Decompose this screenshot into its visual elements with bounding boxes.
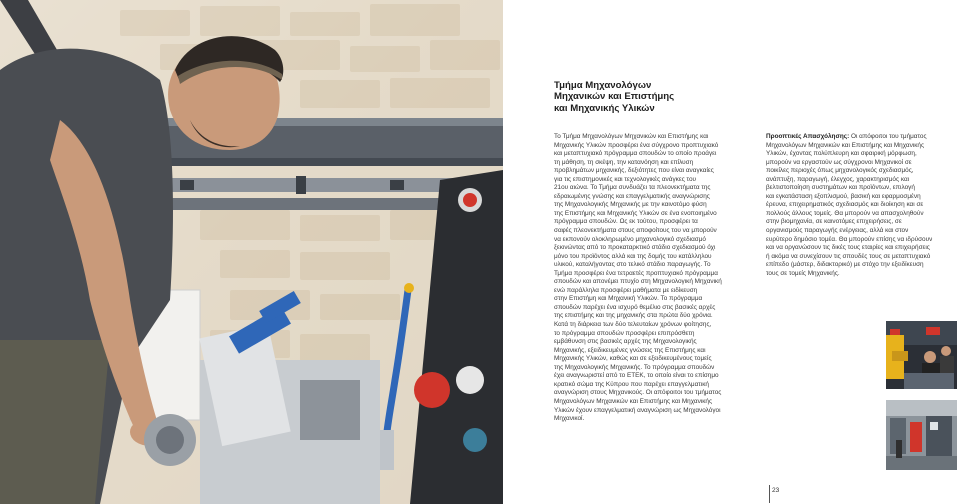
body-right-line: και εγκατάσταση εξοπλισμού, βασική και εφαρμοσμένη <box>766 192 921 200</box>
body-left-line: Μηχανικής Υλικών, καθώς και σε εξειδικευμένους τομείς <box>554 355 712 363</box>
body-right-line: πολλούς άλλους τομείς. Θα μπορούν να απασχοληθούν <box>766 209 924 217</box>
body-right-line: οργανισμούς παραγωγής ενέργειας, αλλά και στον <box>766 227 909 235</box>
body-right-line: ή ακόμα να συνεχίσουν τις σπουδές τους σε μεταπτυχιακό <box>766 252 931 260</box>
body-right-line: ποικίλες περιοχές όπως μηχανολογικός σχεδιασμός, <box>766 167 914 175</box>
body-left-line: 21ου αιώνα. Το Τμήμα συνδυάζει τα πλεονεκτήματα της <box>554 184 711 192</box>
text-page <box>503 0 959 504</box>
body-left-line: εδραιωμένης γνώσης και επαγγελματικής αναγνώρισης <box>554 192 710 200</box>
body-left-line: Υλικών έχουν επαγγελματική αναγνώριση ως Μηχανολόγοι <box>554 406 721 414</box>
thumbnail-workshop <box>886 400 957 470</box>
body-left-line: για τις επιστημονικές και τεχνολογικές ανάγκες του <box>554 175 697 183</box>
body-left-line: Μηχανολόγων Μηχανικών και Επιστήμης και Μηχανικής <box>554 397 713 405</box>
page-number-rule <box>769 485 770 503</box>
body-left-line: εμβάθυνση στις βασικές αρχές της Μηχανολογικής <box>554 338 697 346</box>
body-left-line: αναγνώριση στους Μηχανικούς. Οι απόφοιτοι του τμήματος <box>554 389 722 397</box>
body-left-line: μόνο του προϊόντος αλλά και της δομής του κατάλληλου <box>554 252 712 260</box>
body-right-first-rest: Οι απόφοιτοι του τμήματος <box>849 133 927 140</box>
title-line-1: Τμήμα Μηχανολόγων <box>554 80 652 91</box>
body-left-line: να εκπονούν ολοκληρωμένο μηχανολογικό σχεδιασμό <box>554 235 706 243</box>
body-left-line: σπουδών παρέχει ένα ισχυρό θεμέλιο στις βασικές αρχές <box>554 303 716 311</box>
body-right-line: μπορούν να εργαστούν ως σύγχρονοι Μηχανικοί σε <box>766 158 912 166</box>
body-left-line: της Μηχανολογικής Μηχανικής με την καινοτόμο φύση <box>554 201 707 209</box>
body-left-line: σπουδών και απονέμει πτυχίο στη Μηχανολογική Μηχανική <box>554 278 722 286</box>
lab-robot-image <box>886 321 957 389</box>
page-number: 23 <box>772 487 780 494</box>
body-left-line: υλικού, καταλήγοντας στο τελικό στάδιο παραγωγής. Το <box>554 261 711 269</box>
body-left-line: ξεκινώντας από το προκαταρκτικό στάδιο σχεδιασμού όχι <box>554 244 716 252</box>
body-left-line: της Επιστήμης και Μηχανικής Υλικών σε ένα ενοποιημένο <box>554 209 717 217</box>
employment-prospects-heading: Προοπτικές Απασχόλησης: <box>766 133 850 140</box>
body-left-line: Το Τμήμα Μηχανολόγων Μηχανικών και Επιστήμης και <box>554 133 709 140</box>
body-left-line: Μηχανικοί. <box>554 415 585 423</box>
body-left-line: Κατά τη διάρκεια των δύο τελευταίων χρόνων φοίτησης, <box>554 321 712 329</box>
body-left-line: στην Επιστήμη και Μηχανική Υλικών. Το πρόγραμμα <box>554 295 703 303</box>
body-left-line: ενώ παράλληλα προσφέρει μαθήματα με ειδίκευση <box>554 286 698 294</box>
body-left-line: της επιστήμης και της μηχανικής στα πρώτα δύο χρόνια. <box>554 312 713 320</box>
body-left-line: τη μάθηση, τη σκέψη, την κατανόηση και επίλυση <box>554 158 694 166</box>
body-right-line: έρευνα, επιχειρηματικός σχεδιασμός και διοίκηση και σε <box>766 201 924 209</box>
body-right-line: επίπεδο (μάστερ, διδακτορικό) με στόχο την εξειδίκευση <box>766 261 924 269</box>
body-right-line: Υλικών, έχοντας πολύπλευρη και σφαιρική μόρφωση, <box>766 150 917 158</box>
body-left-line: το πρόγραμμα σπουδών προσφέρει επιπρόσθετη <box>554 329 695 337</box>
body-left-line: έχει αναγνωριστεί από το ΕΤΕΚ, το οποίο είναι το επίσημο <box>554 372 719 380</box>
body-right-line: και να οργανώσουν τις δικές τους εταιρίες και επιχειρήσεις <box>766 244 930 252</box>
page-title <box>554 80 754 114</box>
body-left-line: Τμήμα προσφέρει ένα τετραετές προπτυχιακό πρόγραμμα <box>554 269 718 277</box>
body-right-line: στην βιομηχανία, σε καινοτόμες επιχειρήσεις, σε <box>766 218 902 226</box>
body-left-line: Μηχανικής, εξειδικευμένες γνώσεις της Επιστήμης και <box>554 346 706 354</box>
title-line-2: Μηχανικών και Επιστήμης <box>554 91 675 103</box>
body-left-line: σαφές πλεονεκτήματα στους αποφοίτους του να μπορούν <box>554 227 717 235</box>
body-right-line: βελτιστοποίηση συστημάτων και προϊόντων, επιλογή <box>766 184 915 192</box>
title-line-3: και Μηχανικής Υλικών <box>554 102 655 114</box>
body-column-right <box>766 133 956 278</box>
body-right-line: Μηχανολόγων Μηχανικών και Επιστήμης και Μηχανικής <box>766 141 925 149</box>
thumbnail-lab-robot <box>886 321 957 389</box>
body-left-line: Μηχανικής Υλικών προσφέρει ένα σύγχρονο προπτυχιακό <box>554 141 719 149</box>
workshop-image <box>886 400 957 470</box>
body-right-line: τους σε τομείς Μηχανικής. <box>766 269 840 277</box>
body-left-line: της Μηχανολογικής Μηχανικής. Το πρόγραμμα σπουδών <box>554 363 715 371</box>
body-left-line: πρόγραμμα σπουδών. Ως εκ τούτου, προσφέρει τα <box>554 218 698 226</box>
body-right-line: ευρύτερο δημόσιο τομέα. Θα μπορούν επίσης να ιδρύσουν <box>766 235 933 243</box>
body-left-line: και μεταπτυχιακό πρόγραμμα σπουδών το οποίο προάγει <box>554 150 717 158</box>
body-left-line: κρατικό σώμα της Κύπρου που παρέχει επαγγελματική <box>554 380 709 388</box>
body-right-first-line <box>766 133 956 142</box>
body-column-left <box>554 133 744 424</box>
body-right-line: ανάπτυξη, παραγωγή, έλεγχος, χαρακτηρισμός και <box>766 175 910 183</box>
body-left-line: προβλημάτων μηχανικής, δεξιότητες που είναι αναγκαίες <box>554 167 714 175</box>
